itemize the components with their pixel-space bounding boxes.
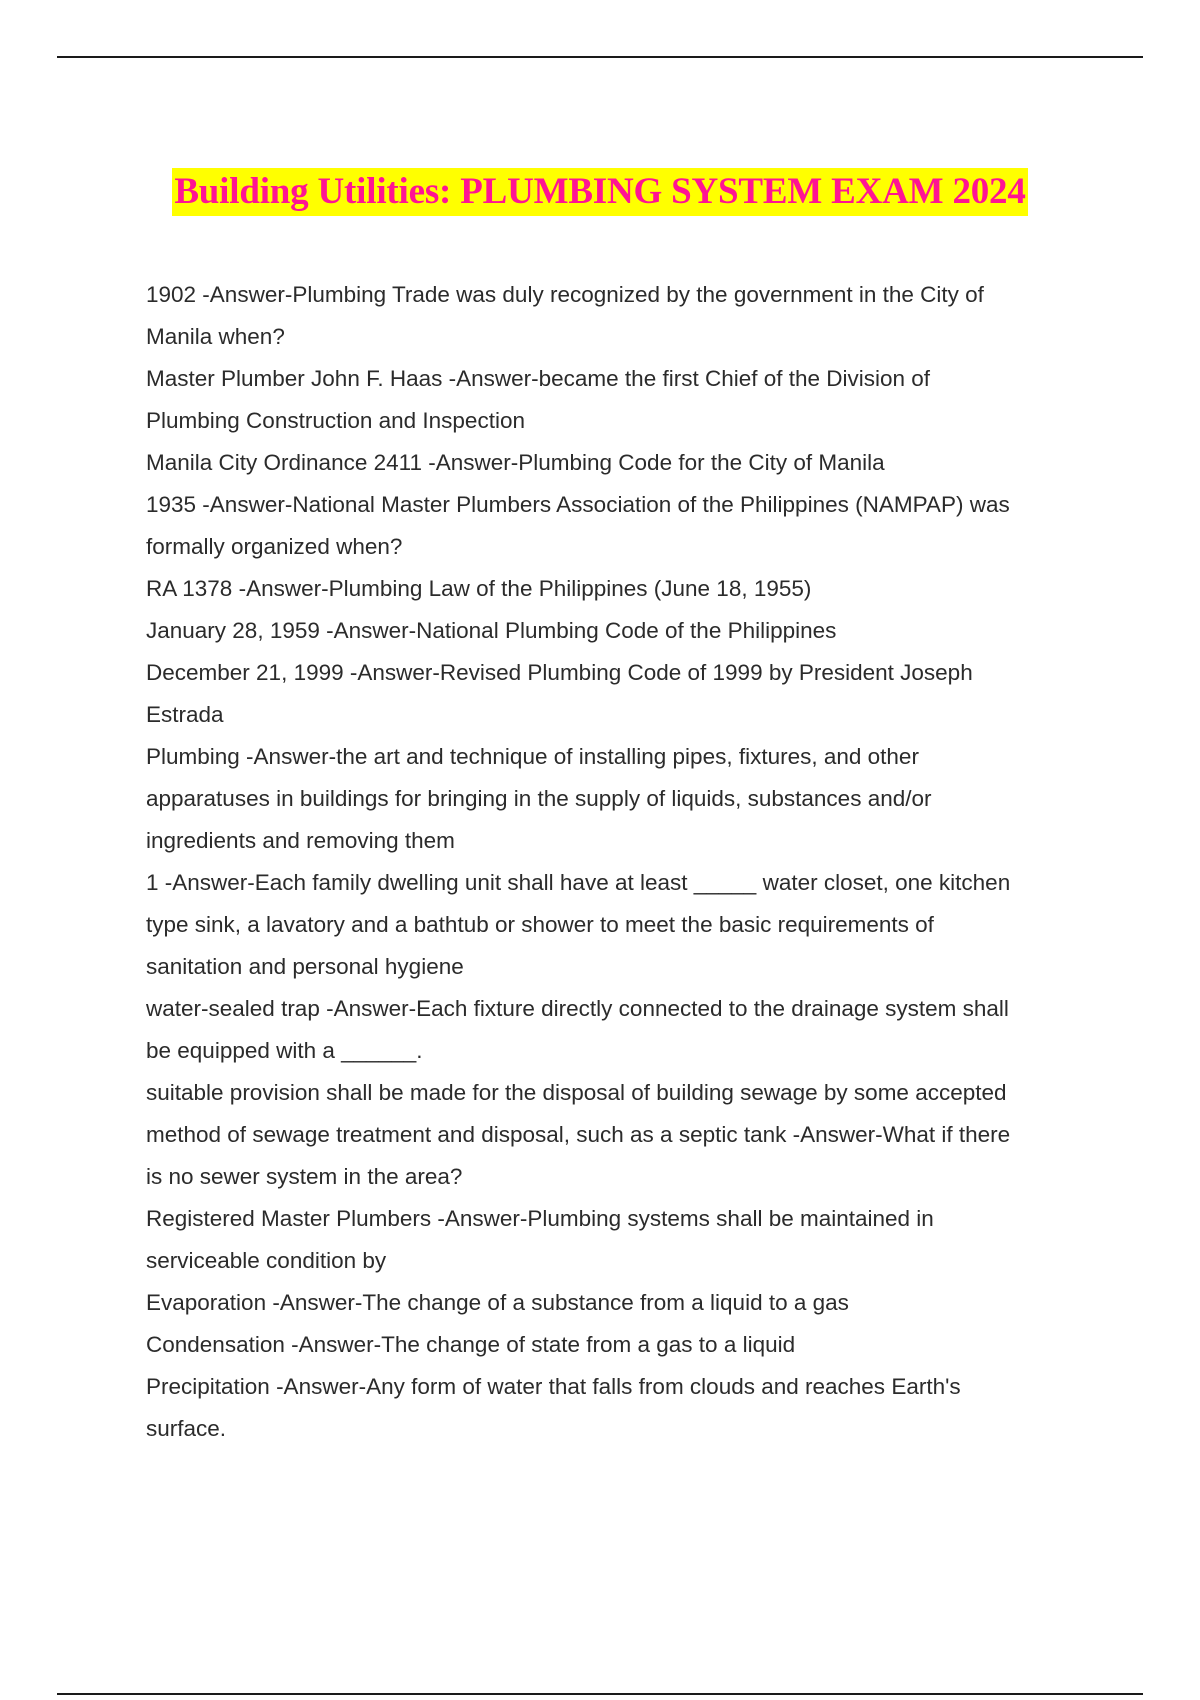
title-container xyxy=(0,168,1200,216)
body-line: water-sealed trap -Answer-Each fixture directly connected to the drainage system shall xyxy=(146,996,1009,1021)
body-line: 1935 -Answer-National Master Plumbers Association of the Philippines (NAMPAP) was xyxy=(146,492,1010,517)
body-line: Condensation -Answer-The change of state from a gas to a liquid xyxy=(146,1332,796,1357)
body-line: Manila City Ordinance 2411 -Answer-Plumbing Code for the City of Manila xyxy=(146,450,885,475)
bottom-divider xyxy=(57,1693,1143,1695)
body-line: type sink, a lavatory and a bathtub or shower to meet the basic requirements of xyxy=(146,912,934,937)
body-line: January 28, 1959 -Answer-National Plumbing Code of the Philippines xyxy=(146,618,837,643)
body-line: 1 -Answer-Each family dwelling unit shall have at least _____ water closet, one kitchen xyxy=(146,870,1011,895)
body-line: RA 1378 -Answer-Plumbing Law of the Philippines (June 18, 1955) xyxy=(146,576,812,601)
body-line: Manila when? xyxy=(146,324,285,349)
top-divider xyxy=(57,56,1143,58)
body-line: 1902 -Answer-Plumbing Trade was duly recognized by the government in the City of xyxy=(146,282,984,307)
body-line: be equipped with a ______. xyxy=(146,1038,423,1063)
document-title: Building Utilities: PLUMBING SYSTEM EXAM 2024 xyxy=(172,168,1027,216)
body-line: December 21, 1999 -Answer-Revised Plumbing Code of 1999 by President Joseph xyxy=(146,660,973,685)
body-line: Evaporation -Answer-The change of a substance from a liquid to a gas xyxy=(146,1290,849,1315)
body-line: ingredients and removing them xyxy=(146,828,455,853)
body-line: Plumbing Construction and Inspection xyxy=(146,408,525,433)
body-line: Master Plumber John F. Haas -Answer-became the first Chief of the Division of xyxy=(146,366,931,391)
body-line: Plumbing -Answer-the art and technique of installing pipes, fixtures, and other xyxy=(146,744,919,769)
body-line: sanitation and personal hygiene xyxy=(146,954,464,979)
body-line: method of sewage treatment and disposal, such as a septic tank -Answer-What if there xyxy=(146,1122,1011,1147)
body-line: surface. xyxy=(146,1416,227,1441)
body-line: Estrada xyxy=(146,702,224,727)
body-line: Registered Master Plumbers -Answer-Plumbing systems shall be maintained in xyxy=(146,1206,934,1231)
body-line: serviceable condition by xyxy=(146,1248,387,1273)
body-line: suitable provision shall be made for the disposal of building sewage by some accepted xyxy=(146,1080,1007,1105)
body-line: is no sewer system in the area? xyxy=(146,1164,463,1189)
document-body xyxy=(146,274,1086,1450)
body-line: Precipitation -Answer-Any form of water that falls from clouds and reaches Earth's xyxy=(146,1374,961,1399)
body-line: formally organized when? xyxy=(146,534,403,559)
body-line: apparatuses in buildings for bringing in the supply of liquids, substances and/or xyxy=(146,786,932,811)
